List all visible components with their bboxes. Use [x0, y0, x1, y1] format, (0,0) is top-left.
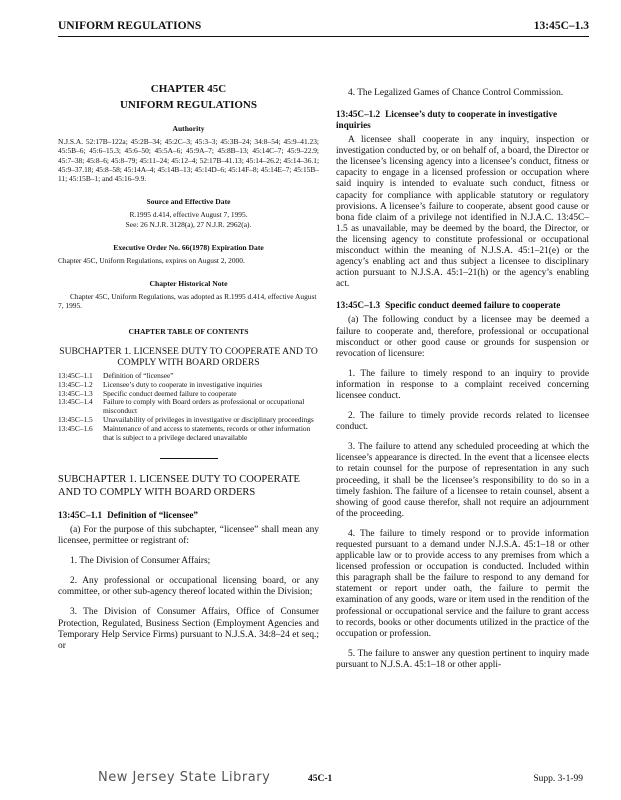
- right-column: [336, 50, 589, 671]
- toc-heading: CHAPTER TABLE OF CONTENTS: [128, 326, 249, 336]
- authority-text: N.J.S.A. 52:17B–122a; 45:2B–34; 45:2C–3; 45:3–3; 45:3B–24; 34:8–54; 45:9–41.23; 45:5B–6; 45:6–15.3; 45:6–50; 45:5A–6; 45:9A–7; 45:8B–13; 45:14C–7; 45:9–22.9; 45:7–38; 45:8–6; 45:8–79; 45:11–24; 45:12–4; 52:17B–41.13; 45:14–26.2; 45:14–36.1; 45:9–37.18; 45:8–58; 45:14A–4; 45:14B–13; 45:14D–6; 45:14F–8; 45:14E–7; 45:15B–11; 45:15B–1; and 45:16–9.9.: [58, 137, 319, 184]
- section-1-1-item-4: 4. The Legalized Games of Chance Control Commission.: [348, 88, 564, 98]
- source-line-2: See: 26 N.J.R. 3128(a), 27 N.J.R. 2962(a).: [125, 219, 252, 229]
- section-1-3-item-2: 2. The failure to timely provide records related to licensee conduct.: [336, 411, 589, 433]
- section-1-3-heading: [336, 300, 589, 311]
- header-title: UNIFORM REGULATIONS: [58, 20, 202, 32]
- section-title: Specific conduct deemed failure to cooperate: [385, 300, 561, 311]
- toc-subchapter-title: SUBCHAPTER 1. LICENSEE DUTY TO COOPERATE AND TO COMPLY WITH BOARD ORDERS: [59, 345, 318, 368]
- section-1-3-item-5: 5. The failure to answer any question pertinent to inquiry made pursuant to N.J.S.A. 45:1–18 or other appli-: [336, 648, 589, 670]
- toc-item-title: Specific conduct deemed failure to cooperate: [103, 388, 237, 398]
- section-1-2-text: A licensee shall cooperate in any inquiry, inspection or investigation conducted by, or on behalf of, a board, the Director or the licensee’s licensing agency into a licensee’s conduct, fitness or capacity to engage in a licensed profession or occupation where said inquiry is intended to evaluate such conduct, fitness or capacity for compliance with applicable statutory or regulatory provisions. A licensee’s failure to cooperate, absent good cause or bona fide claim of a privilege not identified in N.J.A.C. 13:45C–1.5 as unavailable, may be deemed by the board, the Director, or the licensing agency to constitute professional or occupational misconduct within the meaning of N.J.S.A. 45:1–21(e) or the agency’s enabling act and thus subject a licensee to disciplinary action pursuant to N.J.S.A. 45:1–21(h) or the agency’s enabling act.: [336, 135, 589, 290]
- toc-item-number: 13:45C–1.5: [58, 415, 93, 425]
- source-heading: Source and Effective Date: [146, 197, 231, 207]
- library-stamp: New Jersey State Library: [98, 770, 271, 785]
- toc-item-number: 13:45C–1.3: [58, 388, 93, 398]
- section-divider: [160, 458, 218, 459]
- toc-item-number: 13:45C–1.6: [58, 424, 93, 434]
- section-number: 13:45C–1.3: [336, 300, 381, 311]
- executive-order-text: Chapter 45C, Uniform Regulations, expires on August 2, 2000.: [58, 255, 245, 265]
- section-1-2-heading: [336, 109, 589, 131]
- toc-item-title: Maintenance of and access to statements, records or other information that is subject to a privilege declared unavailable: [103, 424, 311, 443]
- subchapter-title: SUBCHAPTER 1. LICENSEE DUTY TO COOPERATE AND TO COMPLY WITH BOARD ORDERS: [58, 473, 300, 498]
- toc-item-number: 13:45C–1.4: [58, 397, 93, 407]
- section-1-3-item-4: 4. The failure to timely respond or to provide information requested pursuant to a demand under N.J.S.A. 45:1–18 or other applicable law or to provide access to any premises from which a licensed profession or occupation is conducted. Included within this paragraph shall be the failure to respond to any demand for statement or report under oath, the failure to permit the examination of any goods, ware or item used in the rendition of the professional or occupational service and the failure to grant access to records, books or other documents utilized in the practice of the occupation or profession.: [336, 528, 589, 639]
- section-1-3-item-3: 3. The failure to attend any scheduled proceeding at which the licensee’s appearance is directed. In the event that a licensee elects to retain counsel for the purpose of representation in any such proceeding, it shall be the licensee’s responsibility to do so in a timely fashion. The failure of a licensee to retain counsel, absent a showing of good cause therefor, shall not require an adjournment of the proceeding.: [336, 442, 589, 519]
- section-number: 13:45C–1.1: [58, 509, 103, 520]
- executive-order-heading: Executive Order No. 66(1978) Expiration Date: [113, 242, 264, 252]
- source-line-1: R.1995 d.414, effective August 7, 1995.: [129, 210, 248, 220]
- toc-item-title: Unavailability of privileges in investigative or disciplinary proceedings: [103, 415, 314, 425]
- section-1-1-item-3: 3. The Division of Consumer Affairs, Office of Consumer Protection, Regulated, Business Section (Employment Agencies and Temporary Help Service Firms) pursuant to N.J.S.A. 34:8–24 et seq.; or: [58, 607, 319, 651]
- section-1-1-heading: [58, 510, 319, 521]
- chapter-number: CHAPTER 45C: [150, 83, 227, 95]
- section-1-3-para-a: (a) The following conduct by a licensee may be deemed a failure to cooperate and, therefore, professional or occupational misconduct or other good cause or grounds for suspension or revocation of licensure:: [336, 315, 589, 359]
- toc-item-title: Licensee’s duty to cooperate in investigative inquiries: [103, 379, 263, 389]
- toc-item[interactable]: [58, 425, 319, 443]
- header-section-number: 13:45C–1.3: [533, 20, 589, 32]
- left-column: [58, 50, 319, 652]
- section-number: 13:45C–1.2: [336, 109, 381, 120]
- toc-item-number: 13:45C–1.1: [58, 370, 93, 380]
- chapter-title: UNIFORM REGULATIONS: [119, 99, 257, 112]
- historical-note-heading: Chapter Historical Note: [149, 279, 228, 289]
- running-header: [58, 20, 589, 37]
- section-title: Definition of “licensee”: [107, 509, 198, 520]
- toc-item-title: Failure to comply with Board orders as professional or occupational misconduct: [103, 397, 305, 416]
- page-footer: [70, 770, 583, 792]
- section-title: Licensee’s duty to cooperate in investigative inquiries: [336, 109, 558, 131]
- historical-note-text: Chapter 45C, Uniform Regulations, was adopted as R.1995 d.414, effective August 7, 1995.: [58, 292, 317, 311]
- supplement-date: Supp. 3-1-99: [533, 774, 583, 784]
- authority-heading: Authority: [172, 124, 205, 134]
- section-1-1-item-2: 2. Any professional or occupational licensing board, or any committee, or other sub-agency thereof located within the Division;: [58, 576, 319, 598]
- section-1-1-para-a: (a) For the purpose of this subchapter, “licensee” shall mean any licensee, permittee or registrant of:: [58, 524, 319, 547]
- toc-item-title: Definition of “licensee”: [103, 370, 174, 380]
- toc-list: [58, 372, 319, 443]
- toc-item-number: 13:45C–1.2: [58, 379, 93, 389]
- page-number: 45C-1: [308, 774, 333, 784]
- section-1-1-item-1: 1. The Division of Consumer Affairs;: [70, 556, 211, 567]
- toc-item[interactable]: [58, 398, 319, 416]
- section-1-3-item-1: 1. The failure to timely respond to an inquiry to provide information in response to a complaint received concerning licensee conduct.: [336, 368, 589, 401]
